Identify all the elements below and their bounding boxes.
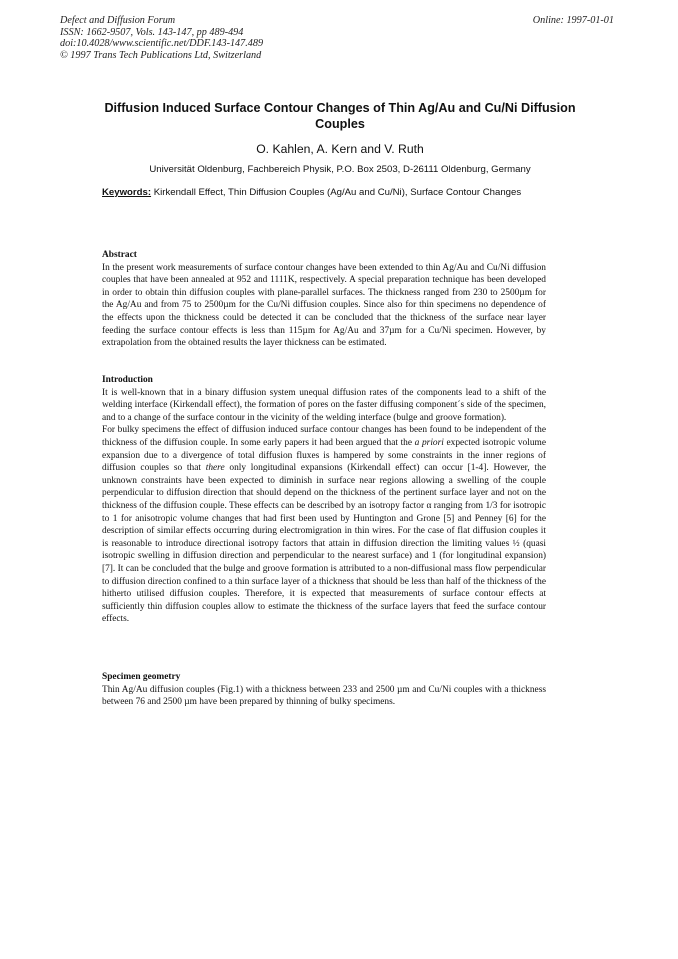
keywords-line [102, 187, 582, 198]
authors: O. Kahlen, A. Kern and V. Ruth [256, 142, 424, 156]
specimen-text: Thin Ag/Au diffusion couples (Fig.1) with a thickness between 233 and 2500 µm and Cu/Ni couples with a thickness between 76 and 2500 µm have been prepared by thinning of bulky specimens. [102, 684, 546, 708]
introduction-heading: Introduction [102, 375, 153, 385]
abstract-section [102, 249, 546, 350]
intro-p2-emphasis-a-priori: a priori [414, 437, 444, 448]
introduction-paragraph-1: It is well-known that in a binary diffusion system unequal diffusion rates of the components lead to a shift of the welding interface (Kirkendall effect), the formation of pores on the faster diffusing component´s side of the specimen, and to a change of the surface contour in the vicinity of the welding interface (bulge and groove formation). [102, 387, 546, 423]
journal-name: Defect and Diffusion Forum [60, 15, 176, 26]
intro-p2-part-c: only longitudinal expansions (Kirkendall effect) can occur [1-4]. However, the unknown constraints have been expected to diminish in surface near regions allowing a swelling of the couple perpendicular to diffusion direction that should depend on the thickness of the pertinent surface layer and not on the thickness of the diffusion couple. These effects can be described by an isotropy factor α ranging from 1/3 for isotropic to 1 for anisotropic volume changes that had first been used by Huntington and Grone [5] and Penney [6] for the description of similar effects occurring during electromigration in thin wires. For the case of flat diffusion couples it is reasonable to introduce directional isotropy factors that attain in diffusion direction the limiting values ½ (quasi isotropic swelling in diffusion direction and perpendicular to the nearest surface) and 1 (for longitudinal expansion) [7]. It can be concluded that the bulge and groove formation is attributed to a non-diffusional mass flow perpendicular to diffusion direction confined to a thin surface layer of a thickness that should be less than half of the thickness of the hitherto utilised diffusion couples. Therefore, it is expected that measurements of surface contour effects at sufficiently thin diffusion couples allow to estimate the thickness of the surface layers that feed the surface contour effects. [102, 463, 546, 625]
issn-line: ISSN: 1662-9507, Vols. 143-147, pp 489-494 [60, 26, 244, 38]
online-date: Online: 1997-01-01 [532, 15, 614, 26]
introduction-paragraph-2 [102, 424, 546, 626]
specimen-section [102, 671, 546, 709]
publication-header [60, 15, 263, 61]
paper-title: Diffusion Induced Surface Contour Changes of Thin Ag/Au and Cu/Ni Diffusion Couples [104, 101, 576, 131]
abstract-heading: Abstract [102, 250, 137, 260]
copyright-line: © 1997 Trans Tech Publications Ltd, Switzerland [60, 49, 262, 61]
keywords-label: Keywords: [102, 187, 152, 198]
intro-p2-part-b: expected isotropic volume expansion due to a divergence of total diffusion fluxes is hampered by some constraints in the inner regions of diffusion couples so that [102, 437, 546, 474]
abstract-text: In the present work measurements of surface contour changes have been extended to thin Ag/Au and Cu/Ni diffusion couples that have been annealed at 952 and 1111K, respectively. A special preparation technique has been developed in order to obtain thin diffusion couples with plane-parallel surfaces. The thickness ranged from 230 to 2500µm for the Ag/Au and from 75 to 2500µm for the Cu/Ni diffusion couples. Since also for thin specimens no dependence of the effects upon the thickness could be detected it can be concluded that the thickness of the surface near layer feeding the surface contour effects is less than 115µm for Ag/Au and 37µm for a Cu/Ni specimen. However, by extrapolation from the obtained results the layer thickness can be estimated. [102, 262, 546, 349]
intro-p2-emphasis-there: there [205, 463, 225, 474]
specimen-heading: Specimen geometry [102, 672, 181, 682]
doi-line: doi:10.4028/www.scientific.net/DDF.143-147.489 [60, 38, 264, 49]
intro-p2-part-a: For bulky specimens the effect of diffusion induced surface contour changes has been found to be independent of the thickness of the diffusion couple. In some early papers it had been argued that the [102, 425, 546, 448]
introduction-section [102, 374, 546, 626]
affiliation: Universität Oldenburg, Fachbereich Physik, P.O. Box 2503, D-26111 Oldenburg, Germany [149, 164, 531, 175]
keywords-text: Kirkendall Effect, Thin Diffusion Couples (Ag/Au and Cu/Ni), Surface Contour Changes [153, 187, 522, 198]
